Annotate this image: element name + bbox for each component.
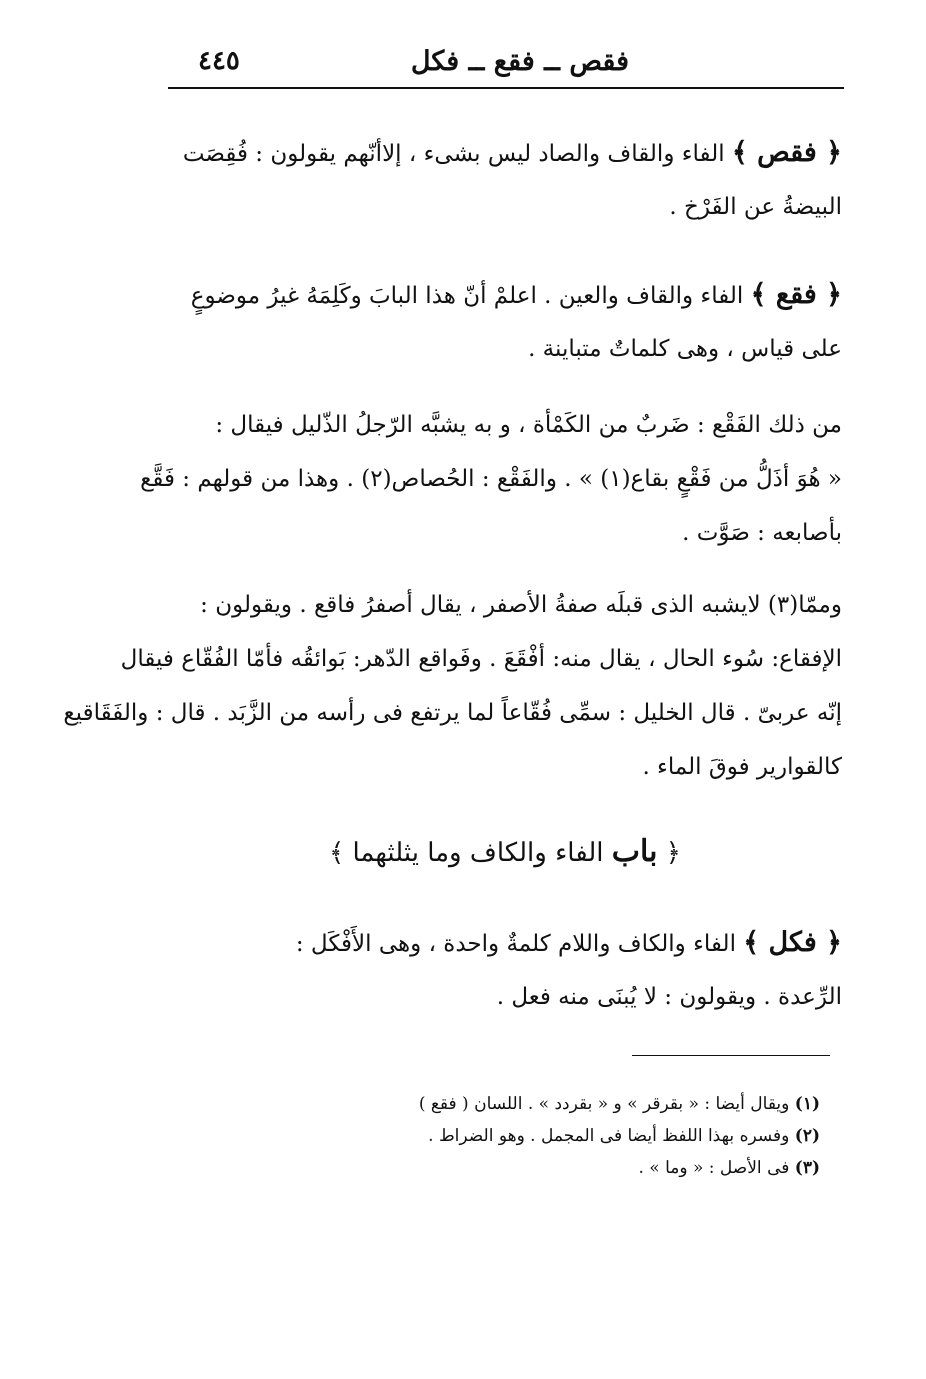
chapter-title-text: الفاء والكاف وما يثلثهما xyxy=(352,838,604,868)
footnotes xyxy=(300,1088,820,1184)
header-rule xyxy=(168,87,844,89)
entry-fqa xyxy=(168,268,842,376)
footnote-text: ويقال أيضا : « بقرقر » و « بقردد » . اللسان ( فقع ) xyxy=(418,1094,790,1114)
chapter-bab: باب xyxy=(611,834,658,869)
footnote-text: وفسره بهذا اللفظ أيضا فى المجمل . وهو الضراط . xyxy=(428,1126,790,1146)
paragraph-faq-definition xyxy=(140,398,842,560)
footnote-3 xyxy=(300,1152,820,1184)
text-line xyxy=(168,916,842,970)
bracket-open: ﴿ xyxy=(665,838,682,868)
bracket-close: ﴾ xyxy=(328,838,345,868)
footnote-2 xyxy=(300,1120,820,1152)
entry-fkl xyxy=(168,916,842,1024)
footnote-number: (٢) xyxy=(794,1126,820,1146)
footnote-text: فى الأصل : « وما » . xyxy=(638,1158,790,1178)
root-term: ﴿ فقع ﴾ xyxy=(750,279,842,310)
entry-text: الفاء والكاف واللام كلمةٌ واحدة ، وهى الأَفْكَل : xyxy=(295,931,736,957)
footnote-rule xyxy=(632,1055,830,1056)
footnote-1 xyxy=(300,1088,820,1120)
text-line: بأصابعه : صَوَّت . xyxy=(682,520,842,546)
text-line: الإفقاع: سُوء الحال ، يقال منه: أفْقَعَ . وفَواقع الدّهر: بَوائقُه فأمّا الفُقّاع فيقال xyxy=(120,646,842,672)
root-term: ﴿ فكل ﴾ xyxy=(743,927,842,958)
text-line: البيضةُ عن الفَرْخ . xyxy=(669,194,842,220)
footnote-number: (٣) xyxy=(794,1158,820,1178)
page-number: ٤٤٥ xyxy=(198,46,240,76)
paragraph-faqi xyxy=(63,578,842,794)
text-line: على قياس ، وهى كلماتٌ متباينة . xyxy=(528,336,842,362)
entry-text: الفاء والقاف والعين . اعلمْ أنّ هذا البابَ وكَلِمَهُ غيرُ موضوعٍ xyxy=(190,283,744,309)
root-term: ﴿ فقص ﴾ xyxy=(731,137,842,168)
text-line: من ذلك الفَقْع : ضَربٌ من الكَمْأة ، و به يشبَّه الرّجلُ الذّليل فيقال : xyxy=(215,412,842,438)
page-header xyxy=(168,38,844,86)
text-line: « هُوَ أذَلُّ من فَقْعٍ بقاع(١) » . والفَقْع : الحُصاص(٢) . وهذا من قولهم : فَقَّع xyxy=(140,466,842,492)
running-title: فقص ــ فقع ــ فكل xyxy=(410,46,629,77)
text-line: إنّه عربىّ . قال الخليل : سمِّى فُقّاعاً لما يرتفع فى رأسه من الزَّبَد . قال : والفَقَاقيع xyxy=(63,700,842,726)
text-line xyxy=(168,126,842,180)
text-line: كالقوارير فوقَ الماء . xyxy=(642,754,842,780)
text-line: وممّا(٣) لايشبه الذى قبلَه صفةُ الأصفر ، يقال أصفرُ فاقع . ويقولون : xyxy=(200,592,842,618)
chapter-title xyxy=(168,822,842,882)
text-line: الرِّعدة . ويقولون : لا يُبنَى منه فعل . xyxy=(496,984,842,1010)
entry-text: الفاء والقاف والصاد ليس بشىء ، إلاأنّهم يقولون : فُقِصَت xyxy=(182,141,725,167)
footnote-number: (١) xyxy=(794,1094,820,1114)
text-line xyxy=(168,268,842,322)
entry-fqs xyxy=(168,126,842,234)
